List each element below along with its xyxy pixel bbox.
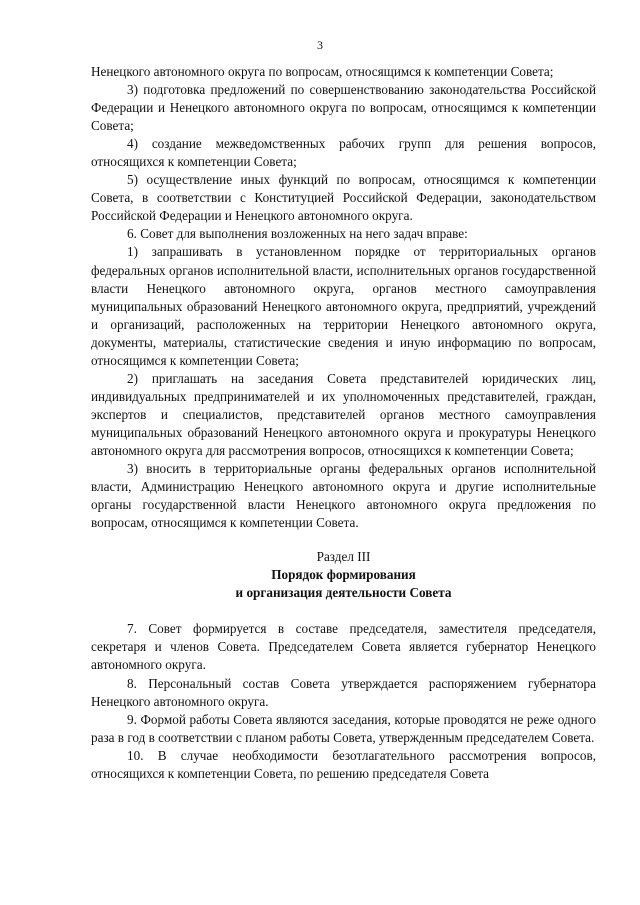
- paragraph-item-3: 3) подготовка предложений по совершенствованию законодательства Российской Федерации и Ненецкого автономного округа по вопросам, относящимся к компетенции Совета;: [91, 82, 596, 134]
- paragraph-clause-10: 10. В случае необходимости безотлагательного рассмотрения вопросов, относящихся к компетенции Совета, по решению председателя Совета: [91, 747, 596, 781]
- paragraph-clause-8: 8. Персональный состав Совета утверждается распоряжением губернатора Ненецкого автономного округа.: [91, 675, 596, 709]
- document-body: [91, 63, 596, 783]
- section-label: Раздел III: [316, 549, 371, 565]
- paragraph-continuation: Ненецкого автономного округа по вопросам, относящимся к компетенции Совета;: [91, 64, 554, 79]
- paragraph-item-4: 4) создание межведомственных рабочих групп для решения вопросов, относящихся к компетенции Совета;: [91, 136, 596, 170]
- paragraph-clause-6-item-2: 2) приглашать на заседания Совета представителей юридических лиц, индивидуальных предпринимателей и их уполномоченных представителей, граждан, экспертов и специалистов, представителей органов местного самоуправления муниципальных образований Ненецкого автономного округа и прокуратуры Ненецкого автономного округа для рассмотрения вопросов, относящихся к компетенции Совета;: [91, 370, 596, 458]
- paragraph-item-5: 5) осуществление иных функций по вопросам, относящимся к компетенции Совета, в соответствии с Конституцией Российской Федерации, законодательством Российской Федерации и Ненецкого автономного округа.: [91, 172, 596, 224]
- paragraph-clause-9: 9. Формой работы Совета являются заседания, которые проводятся не реже одного раза в год в соответствии с планом работы Совета, утвержденным председателем Совета.: [91, 711, 596, 745]
- section-spacer: [91, 602, 596, 620]
- section-spacer: [91, 532, 596, 548]
- page-number: 3: [317, 38, 323, 52]
- paragraph-clause-7: 7. Совет формируется в составе председателя, заместителя председателя, секретаря и членов Совета. Председателем Совета является губернатор Ненецкого автономного округа.: [91, 621, 596, 673]
- section-heading-line-2: и организация деятельности Совета: [235, 585, 452, 601]
- paragraph-clause-6-item-3: 3) вносить в территориальные органы федеральных органов исполнительной власти, Администрацию Ненецкого автономного округа и другие исполнительные органы государственной власти Ненецкого автономного округа предложения по вопросам, относящимся к компетенции Совета.: [91, 461, 596, 531]
- section-heading-line-1: Порядок формирования: [271, 567, 416, 583]
- paragraph-clause-6-item-1: 1) запрашивать в установленном порядке от территориальных органов федеральных органов исполнительной власти, исполнительных органов государственной власти Ненецкого автономного округа, органов местного самоуправления муниципальных образований Ненецкого автономного округа, предприятий, учреждений и организаций, расположенных на территории Ненецкого автономного округа, документы, материалы, статистические сведения и иную информацию по вопросам, относящимся к компетенции Совета;: [91, 244, 596, 368]
- paragraph-clause-6: 6. Совет для выполнения возложенных на него задач вправе:: [127, 226, 468, 242]
